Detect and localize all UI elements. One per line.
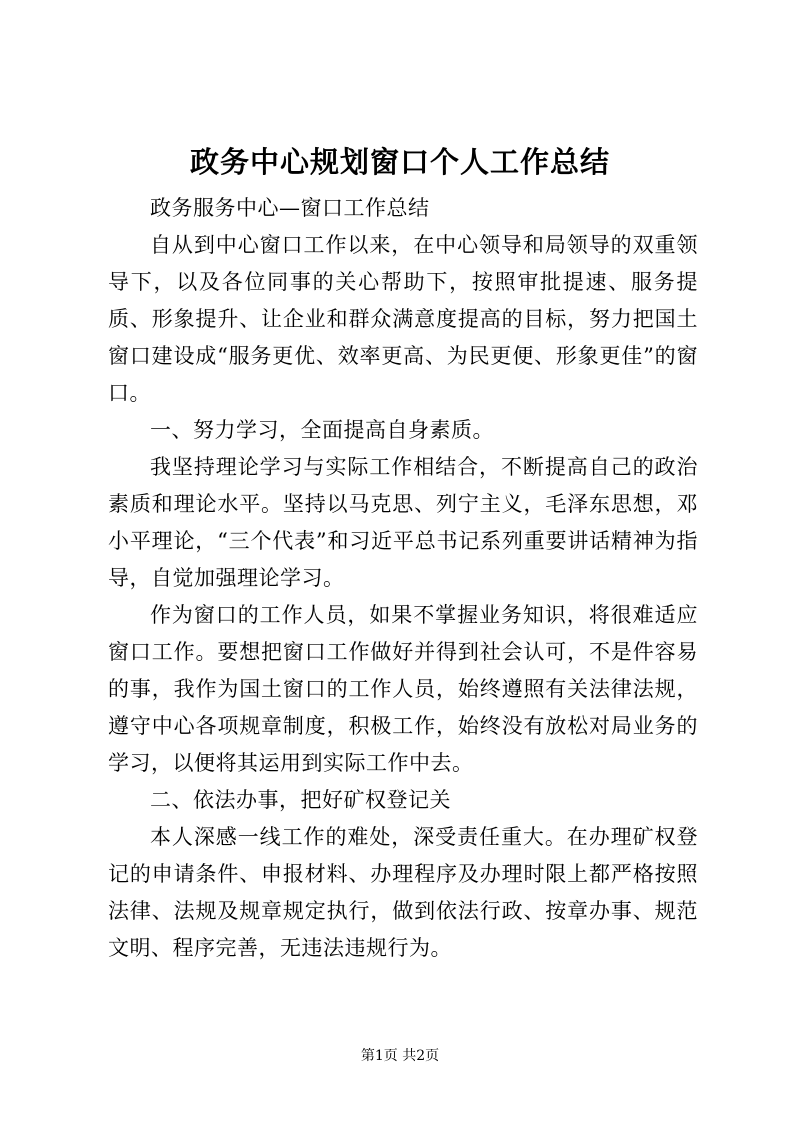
paragraph-mining-registration: 本人深感一线工作的难处，深受责任重大。在办理矿权登记的申请条件、申报材料、办理程序及办理时限上都严格按照法律、法规及规章规定执行，做到依法行政、按章办事、规范文明、程序完善，无违法违规行为。: [108, 825, 698, 960]
document-title: 政务中心规划窗口个人工作总结: [189, 145, 610, 179]
paragraph-theory-study: 我坚持理论学习与实际工作相结合，不断提高自己的政治素质和理论水平。坚持以马克思、列宁主义，毛泽东思想，邓小平理论，“三个代表”和习近平总书记系列重要讲话精神为指导，自觉加强理论学习。: [108, 455, 698, 590]
section-heading-study: 一、努力学习，全面提高自身素质。: [150, 418, 494, 442]
page-number-footer: 第1页 共2页: [360, 1048, 440, 1064]
paragraph-intro: 自从到中心窗口工作以来，在中心领导和局领导的双重领导下，以及各位同事的关心帮助下，按照审批提速、服务提质、形象提升、让企业和群众满意度提高的目标，努力把国土窗口建设成“服务更优、效率更高、为民更便、形象更佳”的窗口。: [108, 233, 698, 405]
paragraph-business-knowledge: 作为窗口的工作人员，如果不掌握业务知识，将很难适应窗口工作。要想把窗口工作做好并得到社会认可，不是件容易的事，我作为国土窗口的工作人员，始终遵照有关法律法规，遵守中心各项规章制度，积极工作，始终没有放松对局业务的学习，以便将其运用到实际工作中去。: [108, 603, 698, 775]
section-heading-law: 二、依法办事，把好矿权登记关: [150, 788, 451, 812]
paragraph-subtitle: 政务服务中心—窗口工作总结: [150, 196, 430, 220]
document-body: [108, 190, 698, 967]
